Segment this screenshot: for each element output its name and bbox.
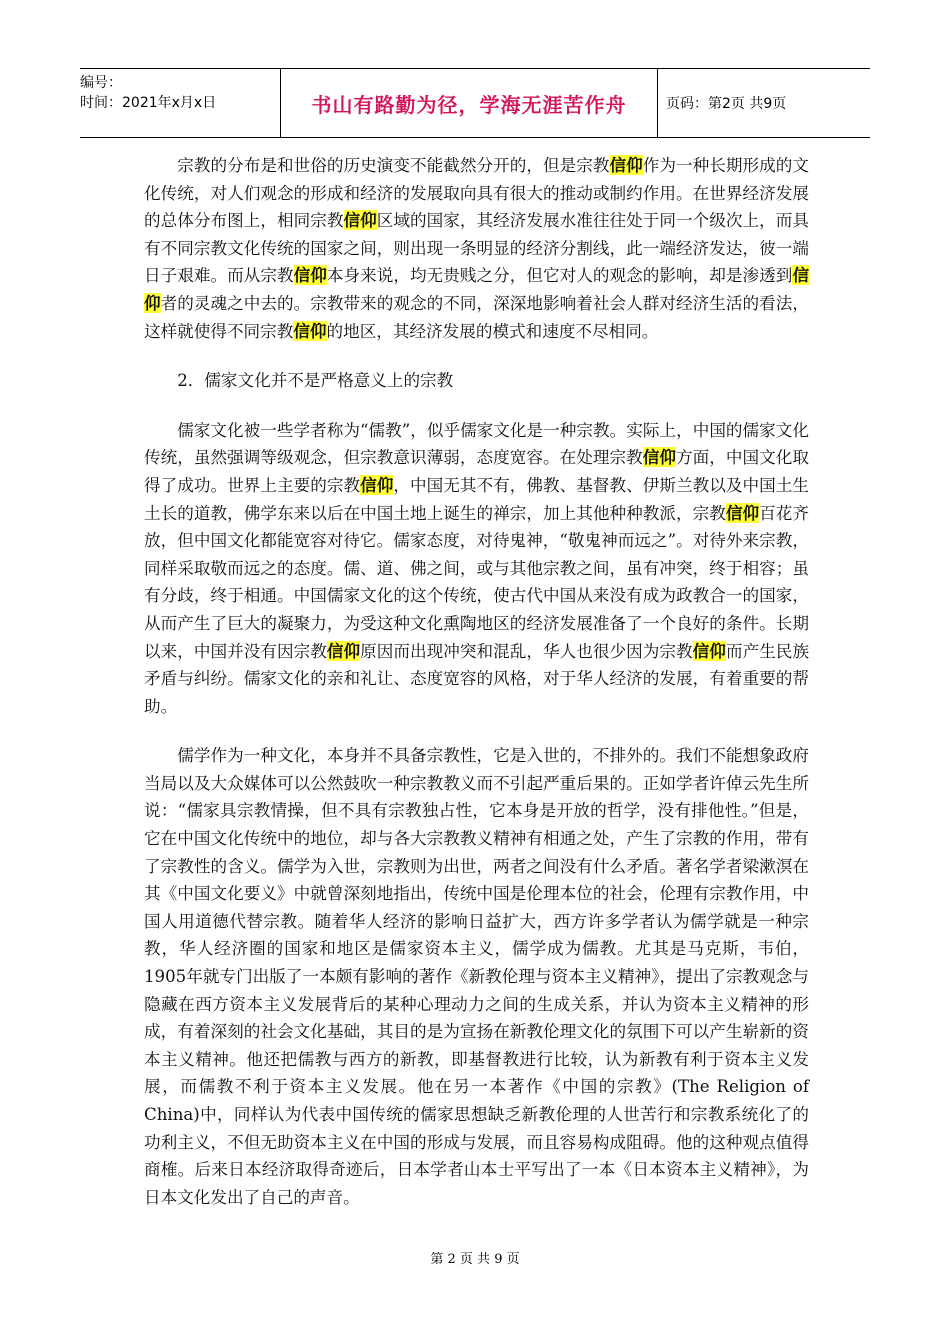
highlighted-keyword: 信仰 xyxy=(293,320,327,341)
highlighted-keyword: 信仰 xyxy=(343,210,377,231)
document-date-label: 时间：2021年x月x日 xyxy=(80,95,217,111)
header-motto: 书山有路勤为径，学海无涯苦作舟 xyxy=(280,69,658,137)
highlighted-keyword: 信仰 xyxy=(326,640,361,661)
body-paragraph: 宗教的分布是和世俗的历史演变不能截然分开的，但是宗教信仰作为一种长期形成的文化传统，对人们观念的形成和经济的发展取向具有很大的推动或制约作用。在世界经济发展的总体分布图上，相同宗教信仰区域的国家，其经济发展水准往往处于同一个级次上，而具有不同宗教文化传统的国家之间，则出现一条明显的经济分割线，此一端经济发达，彼一端日子艰难。而从宗教信仰本身来说，均无贵贱之分，但它对人的观念的影响，却是渗透到信仰者的灵魂之中去的。宗教带来的观念的不同，深深地影响着社会人群对经济生活的看法，这样就使得不同宗教信仰的地区，其经济发展的模式和速度不尽相同。 xyxy=(144,155,810,341)
highlighted-keyword: 信仰 xyxy=(725,502,760,523)
document-number-label: 编号： xyxy=(80,75,122,91)
header-page-label: 页码：第2页 共9页 xyxy=(666,96,787,112)
highlighted-keyword: 信仰 xyxy=(293,265,327,286)
page-header xyxy=(80,68,870,138)
highlighted-keyword: 信仰 xyxy=(642,447,677,468)
document-body xyxy=(144,152,809,1211)
section-heading: 2．儒家文化并不是严格意义上的宗教 xyxy=(177,371,454,391)
highlighted-keyword: 信仰 xyxy=(360,474,394,495)
body-paragraph: 儒学作为一种文化，本身并不具备宗教性，它是入世的，不排外的。我们不能想象政府当局以及大众媒体可以公然鼓吹一种宗教教义而不引起严重后果的。正如学者许倬云先生所说：“儒家具宗教情操，但不具有宗教独占性，它本身是开放的哲学，没有排他性。”但是，它在中国文化传统中的地位，却与各大宗教教义精神有相通之处，产生了宗教的作用，带有了宗教性的含义。儒学为入世，宗教则为出世，两者之间没有什么矛盾。著名学者梁漱溟在其《中国文化要义》中就曾深刻地指出，传统中国是伦理本位的社会，伦理有宗教作用，中国人用道德代替宗教。随着华人经济的影响日益扩大，西方许多学者认为儒学就是一种宗教，华人经济圈的国家和地区是儒家资本主义，儒学成为儒教。尤其是马克斯，韦伯，1905年就专门出版了一本颇有影响的著作《新教伦理与资本主义精神》，提出了宗教观念与隐藏在西方资本主义发展背后的某种心理动力之间的生成关系，并认为资本主义精神的形成，有着深刻的社会文化基础，其目的是为宣扬在新教伦理文化的氛围下可以产生崭新的资本主义精神。他还把儒教与西方的新教，即基督教进行比较，认为新教有利于资本主义发展，而儒教不利于资本主义发展。他在另一本著作《中国的宗教》(The Religion of China)中，同样认为代表中国传统的儒家思想缺乏新教伦理的人世苦行和宗教系统化了的功利主义，不但无助资本主义在中国的形成与发展，而且容易构成阻碍。他的这种观点值得商榷。后来日本经济取得奇迹后，日本学者山本士平写出了一本《日本资本主义精神》，为日本文化发出了自己的声音。 xyxy=(144,746,809,1207)
highlighted-keyword: 信仰 xyxy=(609,155,643,175)
body-paragraph: 儒家文化被一些学者称为“儒教”，似乎儒家文化是一种宗教。实际上，中国的儒家文化传统，虽然强调等级观念，但宗教意识薄弱，态度宽容。在处理宗教信仰方面，中国文化取得了成功。世界上主要的宗教信仰，中国无其不有，佛教、基督教、伊斯兰教以及中国土生土长的道教，佛学东来以后在中国土地上诞生的禅宗，加上其他种种教派，宗教信仰百花齐放，但中国文化都能宽容对待它。儒家态度，对待鬼神，“敬鬼神而远之”。对待外来宗教，同样采取敬而远之的态度。儒、道、佛之间，或与其他宗教之间，虽有冲突，终于相容；虽有分歧，终于相通。中国儒家文化的这个传统，使古代中国从来没有成为政教合一的国家，从而产生了巨大的凝聚力，为受这种文化熏陶地区的经济发展准备了一个良好的条件。长期以来，中国并没有因宗教信仰原因而出现冲突和混乱，华人也很少因为宗教信仰而产生民族矛盾与纠纷。儒家文化的亲和礼让、态度宽容的风格，对于华人经济的发展，有着重要的帮助。 xyxy=(144,420,810,716)
highlighted-keyword: 信仰 xyxy=(692,640,726,661)
page-footer: 第 2 页 共 9 页 xyxy=(430,1252,520,1267)
highlighted-keyword: 信仰 xyxy=(144,265,810,313)
header-meta xyxy=(80,69,280,137)
